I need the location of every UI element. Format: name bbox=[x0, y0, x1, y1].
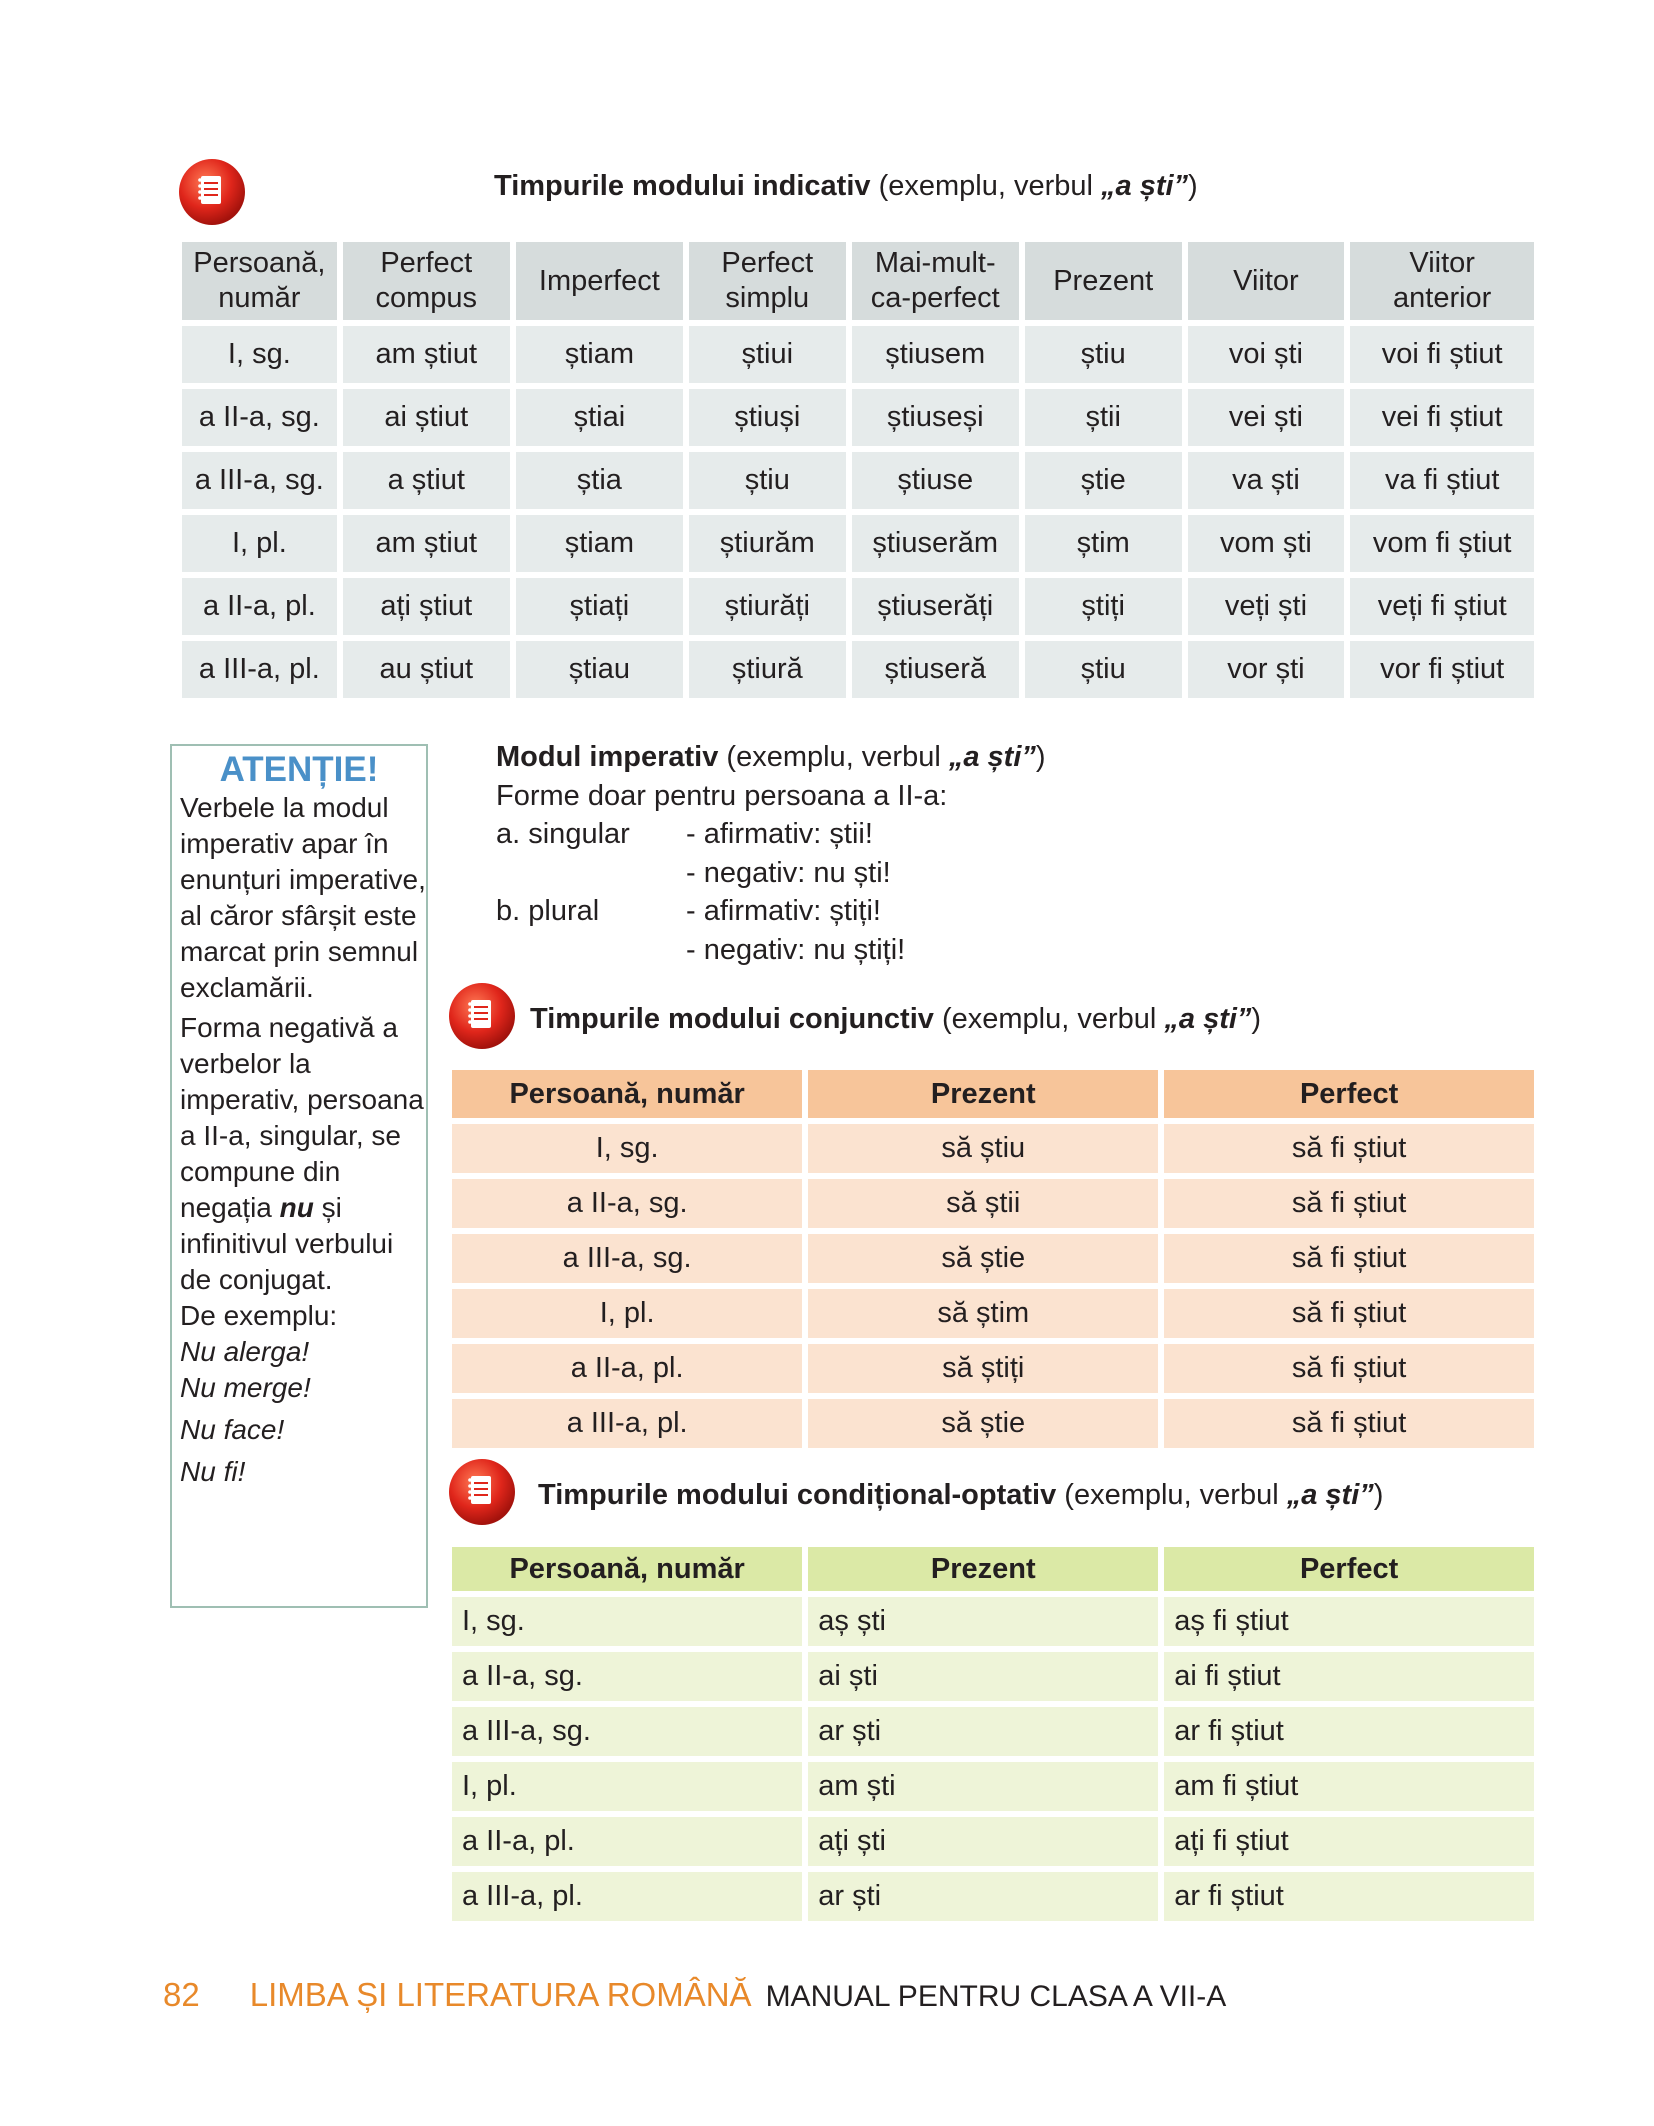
table-cell: să știu bbox=[808, 1124, 1158, 1173]
imperative-title: Modul imperativ (exemplu, verbul „a ști”) bbox=[496, 741, 1046, 773]
table-cell: știuserăm bbox=[852, 515, 1019, 572]
table-cell: știusem bbox=[852, 326, 1019, 383]
table-cell: a II-a, sg. bbox=[452, 1652, 802, 1701]
imperative-intro: Forme doar pentru persoana a II-a: bbox=[496, 779, 948, 812]
table-cell: știură bbox=[689, 641, 846, 698]
table-cell: a III-a, pl. bbox=[182, 641, 337, 698]
page-footer bbox=[163, 1976, 1226, 2014]
table-header-row bbox=[452, 1547, 1534, 1591]
table-cell: ai ști bbox=[808, 1652, 1158, 1701]
table-cell: știam bbox=[516, 326, 683, 383]
table-cell: I, sg. bbox=[182, 326, 337, 383]
notebook-icon bbox=[176, 156, 248, 228]
table-row bbox=[182, 641, 1534, 698]
column-header: Mai-mult-ca-perfect bbox=[852, 242, 1019, 320]
table-cell: a III-a, sg. bbox=[452, 1707, 802, 1756]
table-cell: știți bbox=[1025, 578, 1182, 635]
table-cell: știurăți bbox=[689, 578, 846, 635]
table-cell: ar fi știut bbox=[1164, 1707, 1534, 1756]
table-cell: știui bbox=[689, 326, 846, 383]
table-cell: știai bbox=[516, 389, 683, 446]
column-header: Prezent bbox=[1025, 242, 1182, 320]
table-cell: vei fi știut bbox=[1350, 389, 1534, 446]
table-cell: știuseră bbox=[852, 641, 1019, 698]
column-header: Imperfect bbox=[516, 242, 683, 320]
singular-label: a. singular bbox=[496, 818, 630, 850]
table-cell: știuse bbox=[852, 452, 1019, 509]
table-cell: a II-a, sg. bbox=[182, 389, 337, 446]
table-row bbox=[452, 1344, 1534, 1393]
table-cell: să fi știut bbox=[1164, 1344, 1534, 1393]
page-number: 82 bbox=[163, 1976, 200, 2013]
plural-negative: - negativ: nu știți! bbox=[686, 933, 906, 966]
conditional-table bbox=[446, 1541, 1540, 1927]
table-cell: vei ști bbox=[1188, 389, 1345, 446]
table-cell: știu bbox=[1025, 641, 1182, 698]
notebook-icon bbox=[446, 980, 518, 1052]
conditional-title: Timpurile modului condițional-optativ (exemplu, verbul „a ști”) bbox=[538, 1479, 1384, 1511]
table-row bbox=[452, 1399, 1534, 1448]
table-cell: știm bbox=[1025, 515, 1182, 572]
attention-paragraph: Verbele la modul imperativ apar în enunțuri imperative, al căror sfârșit este marcat prin semnul exclamării. bbox=[180, 792, 426, 1003]
table-cell: ar ști bbox=[808, 1872, 1158, 1921]
table-cell: ar fi știut bbox=[1164, 1872, 1534, 1921]
subject-title: LIMBA ȘI LITERATURA ROMÂNĂ bbox=[249, 1976, 752, 2013]
table-cell: să fi știut bbox=[1164, 1124, 1534, 1173]
example-text: Nu alerga! bbox=[180, 1336, 310, 1367]
table-cell: știați bbox=[516, 578, 683, 635]
table-cell: ai fi știut bbox=[1164, 1652, 1534, 1701]
table-cell: ați ști bbox=[808, 1817, 1158, 1866]
table-cell: voi ști bbox=[1188, 326, 1345, 383]
column-header: Perfect compus bbox=[343, 242, 510, 320]
example-text: Nu merge! bbox=[180, 1372, 311, 1403]
table-row bbox=[452, 1234, 1534, 1283]
table-cell: a II-a, pl. bbox=[452, 1817, 802, 1866]
imperative-section bbox=[496, 738, 1046, 969]
column-header: Persoană, număr bbox=[452, 1070, 802, 1118]
table-cell: aș ști bbox=[808, 1597, 1158, 1646]
attention-paragraph: Forma negativă a verbelor la imperativ, persoana a II-a, singular, se compune din negația nu și infinitivul verbului de conjugat. bbox=[180, 1012, 424, 1295]
singular-negative: - negativ: nu ști! bbox=[686, 856, 891, 889]
column-header: Viitor anterior bbox=[1350, 242, 1534, 320]
table-cell: vom fi știut bbox=[1350, 515, 1534, 572]
table-cell: ar ști bbox=[808, 1707, 1158, 1756]
plural-affirmative: - afirmativ: știți! bbox=[686, 895, 881, 927]
table-cell: a știut bbox=[343, 452, 510, 509]
column-header: Prezent bbox=[808, 1070, 1158, 1118]
table-cell: aș fi știut bbox=[1164, 1597, 1534, 1646]
table-row bbox=[452, 1179, 1534, 1228]
table-cell: ați fi știut bbox=[1164, 1817, 1534, 1866]
table-cell: a III-a, sg. bbox=[182, 452, 337, 509]
table-cell: știuseși bbox=[852, 389, 1019, 446]
table-row bbox=[452, 1872, 1534, 1921]
table-row bbox=[452, 1707, 1534, 1756]
table-cell: au știut bbox=[343, 641, 510, 698]
table-cell: I, sg. bbox=[452, 1124, 802, 1173]
table-cell: a II-a, pl. bbox=[182, 578, 337, 635]
table-cell: vor ști bbox=[1188, 641, 1345, 698]
table-cell: știe bbox=[1025, 452, 1182, 509]
table-cell: a III-a, pl. bbox=[452, 1399, 802, 1448]
table-cell: să fi știut bbox=[1164, 1234, 1534, 1283]
indicative-table bbox=[176, 236, 1540, 704]
table-cell: vor fi știut bbox=[1350, 641, 1534, 698]
table-row bbox=[452, 1597, 1534, 1646]
table-cell: am fi știut bbox=[1164, 1762, 1534, 1811]
table-cell: I, pl. bbox=[452, 1762, 802, 1811]
indicative-title: Timpurile modului indicativ (exemplu, verbul „a ști”) bbox=[494, 170, 1198, 202]
attention-paragraph: De exemplu: bbox=[180, 1300, 338, 1331]
table-row bbox=[182, 515, 1534, 572]
table-row bbox=[452, 1289, 1534, 1338]
example-text: Nu face! bbox=[180, 1414, 285, 1445]
table-row bbox=[452, 1817, 1534, 1866]
table-cell: ați știut bbox=[343, 578, 510, 635]
table-cell: va ști bbox=[1188, 452, 1345, 509]
table-row bbox=[452, 1124, 1534, 1173]
attention-title: ATENȚIE! bbox=[219, 750, 379, 789]
table-cell: am ști bbox=[808, 1762, 1158, 1811]
table-cell: am știut bbox=[343, 326, 510, 383]
column-header: Persoană, număr bbox=[452, 1547, 802, 1591]
table-cell: veți ști bbox=[1188, 578, 1345, 635]
table-row bbox=[452, 1652, 1534, 1701]
table-cell: știu bbox=[1025, 326, 1182, 383]
table-cell: a II-a, sg. bbox=[452, 1179, 802, 1228]
subjunctive-title: Timpurile modului conjunctiv (exemplu, verbul „a ști”) bbox=[530, 1003, 1262, 1035]
table-row bbox=[182, 452, 1534, 509]
table-cell: I, pl. bbox=[182, 515, 337, 572]
table-cell: știam bbox=[516, 515, 683, 572]
table-cell: să știi bbox=[808, 1179, 1158, 1228]
table-cell: știu bbox=[689, 452, 846, 509]
table-cell: a III-a, pl. bbox=[452, 1872, 802, 1921]
table-cell: știuserăți bbox=[852, 578, 1019, 635]
column-header: Perfect simplu bbox=[689, 242, 846, 320]
table-cell: să știe bbox=[808, 1234, 1158, 1283]
column-header: Perfect bbox=[1164, 1547, 1534, 1591]
table-row bbox=[182, 326, 1534, 383]
table-cell: să știți bbox=[808, 1344, 1158, 1393]
table-cell: I, sg. bbox=[452, 1597, 802, 1646]
table-cell: să fi știut bbox=[1164, 1399, 1534, 1448]
table-cell: voi fi știut bbox=[1350, 326, 1534, 383]
column-header: Persoană, număr bbox=[182, 242, 337, 320]
column-header: Viitor bbox=[1188, 242, 1345, 320]
table-cell: va fi știut bbox=[1350, 452, 1534, 509]
singular-affirmative: - afirmativ: știi! bbox=[686, 818, 873, 850]
table-cell: veți fi știut bbox=[1350, 578, 1534, 635]
plural-label: b. plural bbox=[496, 895, 600, 927]
table-row bbox=[452, 1762, 1534, 1811]
table-cell: să știm bbox=[808, 1289, 1158, 1338]
table-cell: să fi știut bbox=[1164, 1179, 1534, 1228]
table-cell: știuși bbox=[689, 389, 846, 446]
table-cell: știa bbox=[516, 452, 683, 509]
table-row bbox=[182, 389, 1534, 446]
table-cell: ai știut bbox=[343, 389, 510, 446]
subjunctive-table bbox=[446, 1064, 1540, 1454]
table-cell: să știe bbox=[808, 1399, 1158, 1448]
table-header-row bbox=[182, 242, 1534, 320]
table-cell: vom ști bbox=[1188, 515, 1345, 572]
table-cell: I, pl. bbox=[452, 1289, 802, 1338]
manual-title: MANUAL PENTRU CLASA A VII-A bbox=[765, 1980, 1227, 2013]
table-cell: a III-a, sg. bbox=[452, 1234, 802, 1283]
table-cell: știi bbox=[1025, 389, 1182, 446]
table-cell: a II-a, pl. bbox=[452, 1344, 802, 1393]
table-cell: să fi știut bbox=[1164, 1289, 1534, 1338]
notebook-icon bbox=[446, 1456, 518, 1528]
table-cell: știau bbox=[516, 641, 683, 698]
table-row bbox=[182, 578, 1534, 635]
table-cell: am știut bbox=[343, 515, 510, 572]
column-header: Perfect bbox=[1164, 1070, 1534, 1118]
example-text: Nu fi! bbox=[180, 1456, 246, 1487]
table-cell: știurăm bbox=[689, 515, 846, 572]
column-header: Prezent bbox=[808, 1547, 1158, 1591]
attention-note bbox=[170, 744, 428, 1608]
table-header-row bbox=[452, 1070, 1534, 1118]
